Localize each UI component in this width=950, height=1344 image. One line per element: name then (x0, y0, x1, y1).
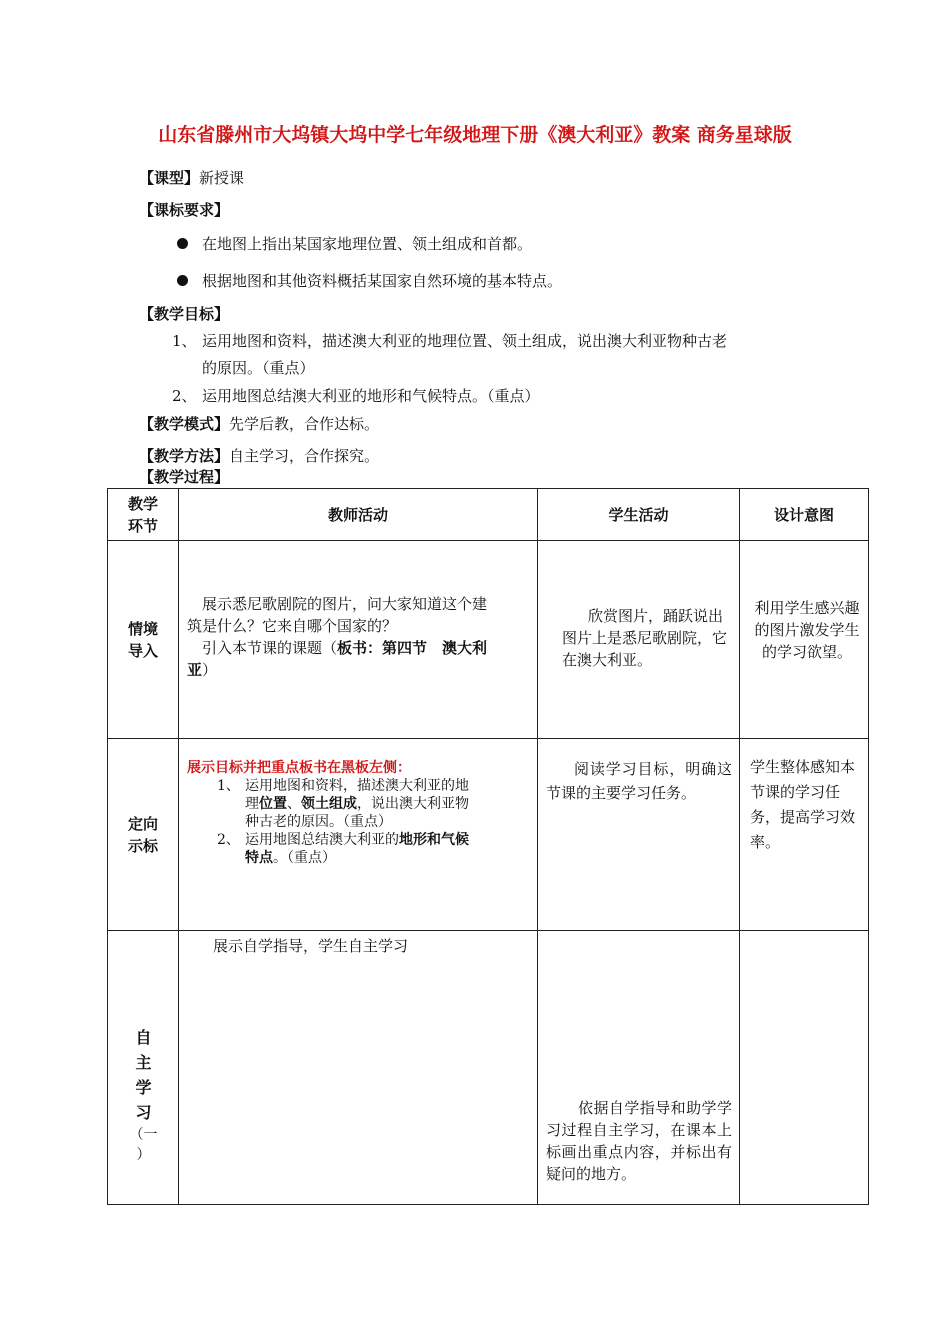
goal-1-line-1: 运用地图和资料，描述澳大利亚的地理位置、领土组成，说出澳大利亚物种古老 (202, 332, 728, 350)
design-intent-cell: 利用学生感兴趣的图片激发学生的学习欲望。 (740, 541, 869, 739)
goal-2-number: 2、 (172, 387, 197, 405)
header-student: 学生活动 (538, 489, 740, 541)
teacher-activity-cell: 展示悉尼歌剧院的图片，问大家知道这个建 筑是什么？它来自哪个国家的？ 引入本节课的课题（板书：第四节 澳大利 亚） (179, 541, 538, 739)
table-row (108, 739, 869, 931)
goal-1-number: 1、 (172, 332, 197, 350)
lesson-type-label: 【课型】 (139, 169, 200, 187)
lesson-type-value: 新授课 (199, 169, 245, 187)
bullet-icon (177, 238, 188, 249)
teaching-mode-label: 【教学模式】 (139, 415, 230, 433)
phase-cell: 情境导入 (108, 541, 179, 739)
process-label: 【教学过程】 (139, 468, 230, 486)
header-phase: 教学环节 (108, 489, 179, 541)
design-intent-cell (740, 931, 869, 1205)
goals-label: 【教学目标】 (139, 305, 230, 323)
lesson-process-table (107, 488, 869, 1205)
bullet-icon (177, 275, 188, 286)
lesson-type (139, 168, 244, 188)
table-row (108, 931, 869, 1205)
teaching-method-label: 【教学方法】 (139, 447, 230, 465)
table-header-row (108, 489, 869, 541)
table-row (108, 541, 869, 739)
phase-cell: 定向示标 (108, 739, 179, 931)
teacher-activity-cell: 展示目标并把重点板书在黑板左侧： 1、 运用地图和资料，描述澳大利亚的地 理位置、领土组成，说出澳大利亚物 种古老的原因。（重点） 2、 运用地图总结澳大利亚的地形和气候 特点。（重点） (179, 739, 538, 931)
goal-2-text: 运用地图总结澳大利亚的地形和气候特点。（重点） (202, 387, 540, 405)
teaching-mode-value: 先学后教，合作达标。 (229, 415, 380, 433)
header-teacher: 教师活动 (179, 489, 538, 541)
standards-label: 【课标要求】 (139, 201, 230, 219)
teaching-method (139, 446, 379, 466)
header-intent: 设计意图 (740, 489, 869, 541)
student-activity-cell: 欣赏图片，踊跃说出图片上是悉尼歌剧院，它在澳大利亚。 (538, 541, 740, 739)
teaching-method-value: 自主学习，合作探究。 (229, 447, 380, 465)
teacher-activity-cell: 展示自学指导，学生自主学习 (179, 931, 538, 1205)
goal-1-line-2: 的原因。（重点） (202, 359, 315, 377)
standard-item-1: 在地图上指出某国家地理位置、领土组成和首都。 (202, 235, 533, 253)
phase-cell: 自 主 学 习 （一 ） (108, 931, 179, 1205)
design-intent-cell: 学生整体感知本节课的学习任务，提高学习效率。 (740, 739, 869, 931)
student-activity-cell: 依据自学指导和助学学习过程自主学习，在课本上标画出重点内容，并标出有疑问的地方。 (538, 931, 740, 1205)
teaching-mode (139, 414, 379, 434)
student-activity-cell: 阅读学习目标，明确这节课的主要学习任务。 (538, 739, 740, 931)
standard-item-2: 根据地图和其他资料概括某国家自然环境的基本特点。 (202, 272, 563, 290)
document-title: 山东省滕州市大坞镇大坞中学七年级地理下册《澳大利亚》教案 商务星球版 (158, 124, 792, 146)
